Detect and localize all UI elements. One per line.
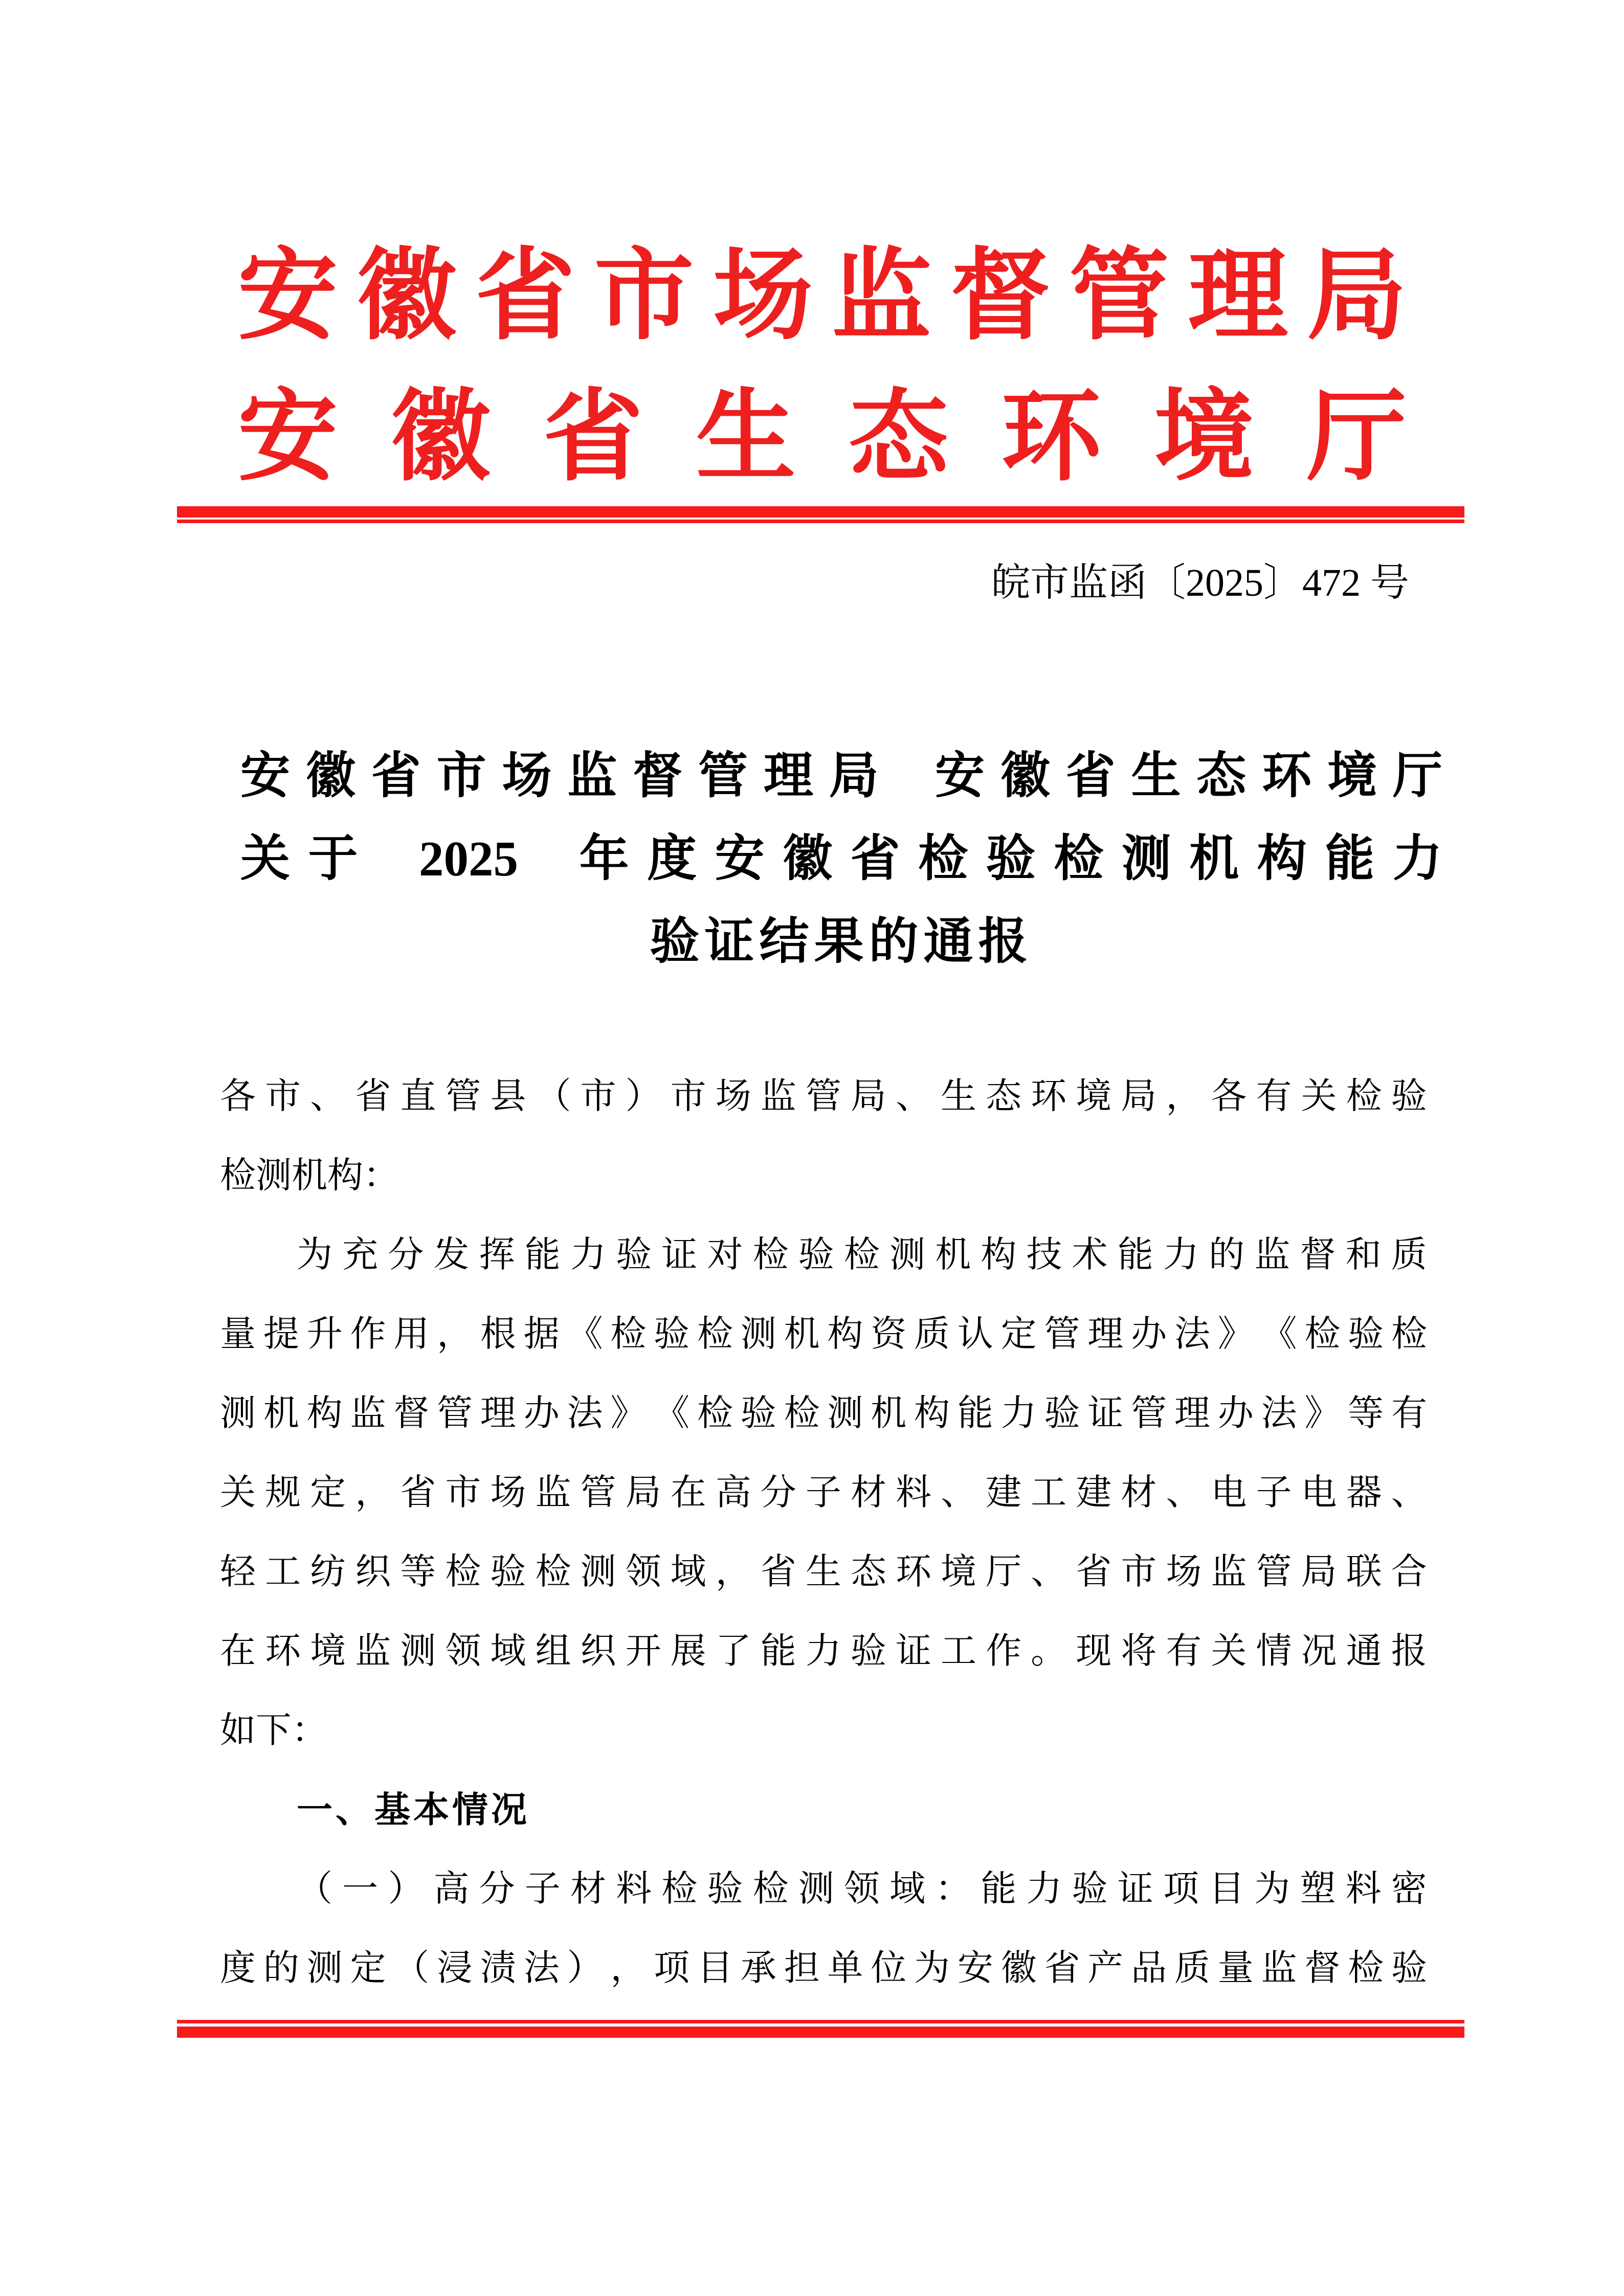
body-line-12: 度 的 测 定 （ 浸 渍 法 ） ， 项 目 承 担 单 位 为 安 徽 省 产 品 质 量 监 督 检 验 xyxy=(220,1949,1427,1988)
body-line-8: 在 环 境 监 测 领 域 组 织 开 展 了 能 力 验 证 工 作 。 现 将 有 关 情 况 通 报 xyxy=(220,1632,1427,1671)
body-line-4: 量 提 升 作 用 ， 根 据 《 检 验 检 测 机 构 资 质 认 定 管 理 办 法 》 《 检 验 检 xyxy=(220,1315,1427,1354)
title-line1: 安 徽 省 市 场 监 督 管 理 局 安 徽 省 生 态 环 境 厅 xyxy=(240,749,1442,803)
issuer-name-line2: 安 徽 省 生 态 环 境 厅 xyxy=(238,382,1407,493)
footer-rule-thin xyxy=(177,2020,1464,2023)
doc-number: 皖市监函〔2025〕472 号 xyxy=(991,561,1409,604)
section-heading-basic-situation: 一、基本情况 xyxy=(297,1790,530,1830)
header-rule-thick xyxy=(177,506,1464,517)
body-line-11: （ 一 ） 高 分 子 材 料 检 验 检 测 领 域 ： 能 力 验 证 项 目 为 塑 料 密 xyxy=(297,1870,1427,1909)
body-line-7: 轻 工 纺 织 等 检 验 检 测 领 域 ， 省 生 态 环 境 厅 、 省 市 场 监 管 局 联 合 xyxy=(220,1552,1427,1592)
body-line-2: 检测机构： xyxy=(220,1156,399,1196)
issuer-name-line1: 安 徽 省 市 场 监 督 管 理 局 xyxy=(238,241,1407,352)
body-line-5: 测 机 构 监 督 管 理 办 法 》 《 检 验 检 测 机 构 能 力 验 证 管 理 办 法 》 等 有 xyxy=(220,1394,1427,1433)
title-line2: 关 于 2025 年 度 安 徽 省 检 验 检 测 机 构 能 力 xyxy=(240,831,1442,886)
footer-rule-thick xyxy=(177,2027,1464,2038)
body-line-1: 各 市 、 省 直 管 县 （ 市 ） 市 场 监 管 局 、 生 态 环 境 局 ， 各 有 关 检 验 xyxy=(220,1077,1427,1116)
body-line-6: 关 规 定 ， 省 市 场 监 管 局 在 高 分 子 材 料 、 建 工 建 材 、 电 子 电 器 、 xyxy=(220,1473,1427,1513)
title-line3: 验证结果的通报 xyxy=(650,914,1033,969)
body-line-3: 为 充 分 发 挥 能 力 验 证 对 检 验 检 测 机 构 技 术 能 力 的 监 督 和 质 xyxy=(297,1235,1427,1275)
header-rule-thin xyxy=(177,520,1464,523)
body-line-9: 如下： xyxy=(220,1711,327,1750)
